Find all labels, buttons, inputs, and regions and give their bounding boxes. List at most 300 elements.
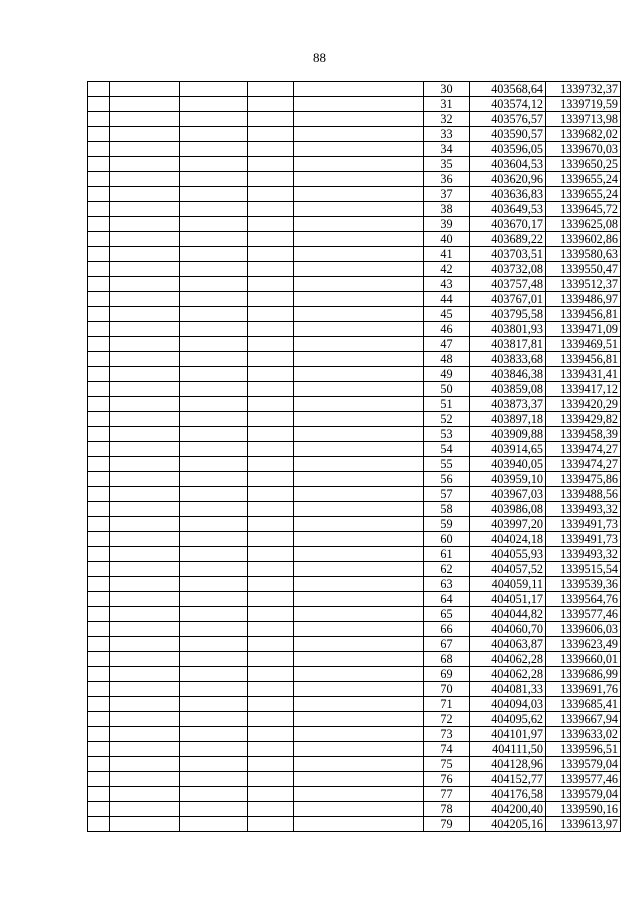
empty-cell	[180, 817, 248, 832]
x-coordinate-cell: 404057,52	[470, 562, 546, 577]
empty-cell	[88, 772, 110, 787]
point-number-cell: 43	[424, 277, 470, 292]
x-coordinate-cell: 404095,62	[470, 712, 546, 727]
x-coordinate-cell: 403576,57	[470, 112, 546, 127]
empty-cell	[248, 247, 294, 262]
empty-cell	[248, 592, 294, 607]
empty-cell	[88, 217, 110, 232]
empty-cell	[248, 202, 294, 217]
empty-cell	[88, 322, 110, 337]
point-number-cell: 30	[424, 82, 470, 97]
empty-cell	[294, 397, 424, 412]
empty-cell	[180, 367, 248, 382]
empty-cell	[110, 247, 180, 262]
empty-cell	[180, 262, 248, 277]
empty-cell	[248, 697, 294, 712]
x-coordinate-cell: 403940,05	[470, 457, 546, 472]
y-coordinate-cell: 1339456,81	[546, 352, 621, 367]
empty-cell	[110, 802, 180, 817]
y-coordinate-cell: 1339493,32	[546, 502, 621, 517]
empty-cell	[110, 697, 180, 712]
y-coordinate-cell: 1339539,36	[546, 577, 621, 592]
y-coordinate-cell: 1339564,76	[546, 592, 621, 607]
empty-cell	[88, 592, 110, 607]
empty-cell	[294, 817, 424, 832]
point-number-cell: 63	[424, 577, 470, 592]
empty-cell	[180, 742, 248, 757]
y-coordinate-cell: 1339469,51	[546, 337, 621, 352]
empty-cell	[180, 172, 248, 187]
empty-cell	[180, 292, 248, 307]
empty-cell	[180, 517, 248, 532]
empty-cell	[110, 562, 180, 577]
y-coordinate-cell: 1339602,86	[546, 232, 621, 247]
empty-cell	[110, 172, 180, 187]
table-row	[88, 667, 621, 682]
x-coordinate-cell: 404128,96	[470, 757, 546, 772]
y-coordinate-cell: 1339625,08	[546, 217, 621, 232]
y-coordinate-cell: 1339456,81	[546, 307, 621, 322]
empty-cell	[180, 757, 248, 772]
empty-cell	[110, 367, 180, 382]
empty-cell	[180, 652, 248, 667]
empty-cell	[180, 322, 248, 337]
x-coordinate-cell: 403897,18	[470, 412, 546, 427]
empty-cell	[180, 682, 248, 697]
x-coordinate-cell: 404081,33	[470, 682, 546, 697]
y-coordinate-cell: 1339577,46	[546, 607, 621, 622]
table-row	[88, 817, 621, 832]
empty-cell	[110, 127, 180, 142]
empty-cell	[294, 292, 424, 307]
y-coordinate-cell: 1339685,41	[546, 697, 621, 712]
table-row	[88, 127, 621, 142]
y-coordinate-cell: 1339488,56	[546, 487, 621, 502]
table-row	[88, 457, 621, 472]
empty-cell	[248, 427, 294, 442]
empty-cell	[180, 232, 248, 247]
empty-cell	[294, 412, 424, 427]
y-coordinate-cell: 1339579,04	[546, 757, 621, 772]
empty-cell	[88, 142, 110, 157]
x-coordinate-cell: 403986,08	[470, 502, 546, 517]
empty-cell	[110, 142, 180, 157]
y-coordinate-cell: 1339420,29	[546, 397, 621, 412]
empty-cell	[88, 502, 110, 517]
empty-cell	[294, 712, 424, 727]
empty-cell	[248, 157, 294, 172]
y-coordinate-cell: 1339655,24	[546, 187, 621, 202]
table-row	[88, 247, 621, 262]
empty-cell	[110, 637, 180, 652]
y-coordinate-cell: 1339580,63	[546, 247, 621, 262]
empty-cell	[248, 172, 294, 187]
point-number-cell: 72	[424, 712, 470, 727]
x-coordinate-cell: 403568,64	[470, 82, 546, 97]
empty-cell	[180, 697, 248, 712]
point-number-cell: 71	[424, 697, 470, 712]
y-coordinate-cell: 1339590,16	[546, 802, 621, 817]
empty-cell	[88, 457, 110, 472]
empty-cell	[110, 787, 180, 802]
empty-cell	[88, 112, 110, 127]
empty-cell	[110, 97, 180, 112]
empty-cell	[180, 382, 248, 397]
empty-cell	[294, 652, 424, 667]
y-coordinate-cell: 1339686,99	[546, 667, 621, 682]
x-coordinate-cell: 403873,37	[470, 397, 546, 412]
empty-cell	[88, 97, 110, 112]
empty-cell	[248, 547, 294, 562]
x-coordinate-cell: 403732,08	[470, 262, 546, 277]
empty-cell	[248, 112, 294, 127]
empty-cell	[110, 217, 180, 232]
empty-cell	[294, 157, 424, 172]
table-row	[88, 517, 621, 532]
empty-cell	[180, 277, 248, 292]
empty-cell	[248, 412, 294, 427]
empty-cell	[180, 547, 248, 562]
empty-cell	[88, 127, 110, 142]
x-coordinate-cell: 403767,01	[470, 292, 546, 307]
empty-cell	[88, 682, 110, 697]
empty-cell	[248, 292, 294, 307]
x-coordinate-cell: 403670,17	[470, 217, 546, 232]
empty-cell	[180, 472, 248, 487]
empty-cell	[248, 682, 294, 697]
table-row	[88, 442, 621, 457]
empty-cell	[110, 487, 180, 502]
point-number-cell: 59	[424, 517, 470, 532]
x-coordinate-cell: 404205,16	[470, 817, 546, 832]
empty-cell	[88, 712, 110, 727]
empty-cell	[88, 622, 110, 637]
point-number-cell: 73	[424, 727, 470, 742]
empty-cell	[180, 577, 248, 592]
empty-cell	[294, 607, 424, 622]
empty-cell	[180, 307, 248, 322]
y-coordinate-cell: 1339512,37	[546, 277, 621, 292]
empty-cell	[294, 637, 424, 652]
table-row	[88, 217, 621, 232]
empty-cell	[294, 547, 424, 562]
y-coordinate-cell: 1339491,73	[546, 517, 621, 532]
empty-cell	[248, 817, 294, 832]
point-number-cell: 36	[424, 172, 470, 187]
table-row	[88, 142, 621, 157]
empty-cell	[248, 757, 294, 772]
x-coordinate-cell: 403997,20	[470, 517, 546, 532]
point-number-cell: 34	[424, 142, 470, 157]
y-coordinate-cell: 1339655,24	[546, 172, 621, 187]
table-row	[88, 532, 621, 547]
x-coordinate-cell: 403757,48	[470, 277, 546, 292]
table-row	[88, 277, 621, 292]
empty-cell	[110, 397, 180, 412]
empty-cell	[248, 322, 294, 337]
empty-cell	[248, 772, 294, 787]
empty-cell	[248, 307, 294, 322]
x-coordinate-cell: 403689,22	[470, 232, 546, 247]
table-row	[88, 502, 621, 517]
empty-cell	[88, 487, 110, 502]
empty-cell	[180, 592, 248, 607]
y-coordinate-cell: 1339515,54	[546, 562, 621, 577]
empty-cell	[180, 112, 248, 127]
y-coordinate-cell: 1339596,51	[546, 742, 621, 757]
point-number-cell: 55	[424, 457, 470, 472]
y-coordinate-cell: 1339471,09	[546, 322, 621, 337]
empty-cell	[294, 427, 424, 442]
empty-cell	[88, 382, 110, 397]
y-coordinate-cell: 1339474,27	[546, 457, 621, 472]
empty-cell	[88, 247, 110, 262]
empty-cell	[294, 667, 424, 682]
empty-cell	[294, 757, 424, 772]
empty-cell	[294, 727, 424, 742]
empty-cell	[110, 187, 180, 202]
empty-cell	[110, 307, 180, 322]
point-number-cell: 39	[424, 217, 470, 232]
empty-cell	[294, 367, 424, 382]
empty-cell	[88, 817, 110, 832]
table-row	[88, 592, 621, 607]
empty-cell	[294, 322, 424, 337]
y-coordinate-cell: 1339667,94	[546, 712, 621, 727]
table-row	[88, 487, 621, 502]
empty-cell	[180, 502, 248, 517]
point-number-cell: 49	[424, 367, 470, 382]
y-coordinate-cell: 1339623,49	[546, 637, 621, 652]
y-coordinate-cell: 1339682,02	[546, 127, 621, 142]
empty-cell	[248, 217, 294, 232]
table-row	[88, 352, 621, 367]
empty-cell	[248, 277, 294, 292]
y-coordinate-cell: 1339691,76	[546, 682, 621, 697]
x-coordinate-cell: 404200,40	[470, 802, 546, 817]
empty-cell	[88, 577, 110, 592]
x-coordinate-cell: 403817,81	[470, 337, 546, 352]
y-coordinate-cell: 1339431,41	[546, 367, 621, 382]
x-coordinate-cell: 403795,58	[470, 307, 546, 322]
x-coordinate-cell: 404152,77	[470, 772, 546, 787]
empty-cell	[180, 247, 248, 262]
empty-cell	[248, 502, 294, 517]
point-number-cell: 38	[424, 202, 470, 217]
empty-cell	[180, 637, 248, 652]
table-row	[88, 322, 621, 337]
point-number-cell: 50	[424, 382, 470, 397]
x-coordinate-cell: 403909,88	[470, 427, 546, 442]
empty-cell	[294, 742, 424, 757]
empty-cell	[110, 157, 180, 172]
empty-cell	[88, 787, 110, 802]
empty-cell	[248, 517, 294, 532]
empty-cell	[294, 172, 424, 187]
empty-cell	[110, 382, 180, 397]
y-coordinate-cell: 1339550,47	[546, 262, 621, 277]
empty-cell	[88, 562, 110, 577]
empty-cell	[248, 187, 294, 202]
empty-cell	[294, 217, 424, 232]
empty-cell	[294, 502, 424, 517]
point-number-cell: 37	[424, 187, 470, 202]
empty-cell	[294, 382, 424, 397]
y-coordinate-cell: 1339633,02	[546, 727, 621, 742]
empty-cell	[248, 262, 294, 277]
empty-cell	[110, 727, 180, 742]
coordinates-table-body	[88, 82, 621, 832]
empty-cell	[294, 307, 424, 322]
y-coordinate-cell: 1339577,46	[546, 772, 621, 787]
empty-cell	[110, 262, 180, 277]
empty-cell	[294, 442, 424, 457]
empty-cell	[110, 112, 180, 127]
point-number-cell: 45	[424, 307, 470, 322]
y-coordinate-cell: 1339475,86	[546, 472, 621, 487]
empty-cell	[88, 757, 110, 772]
empty-cell	[248, 82, 294, 97]
empty-cell	[294, 487, 424, 502]
table-row	[88, 547, 621, 562]
empty-cell	[248, 577, 294, 592]
y-coordinate-cell: 1339613,97	[546, 817, 621, 832]
empty-cell	[180, 217, 248, 232]
table-row	[88, 307, 621, 322]
empty-cell	[294, 142, 424, 157]
point-number-cell: 62	[424, 562, 470, 577]
empty-cell	[248, 232, 294, 247]
empty-cell	[88, 292, 110, 307]
table-row	[88, 682, 621, 697]
empty-cell	[88, 307, 110, 322]
empty-cell	[180, 712, 248, 727]
table-row	[88, 427, 621, 442]
table-row	[88, 742, 621, 757]
y-coordinate-cell: 1339732,37	[546, 82, 621, 97]
empty-cell	[180, 457, 248, 472]
empty-cell	[294, 577, 424, 592]
empty-cell	[88, 697, 110, 712]
y-coordinate-cell: 1339458,39	[546, 427, 621, 442]
x-coordinate-cell: 404059,11	[470, 577, 546, 592]
table-row	[88, 112, 621, 127]
empty-cell	[110, 472, 180, 487]
empty-cell	[294, 82, 424, 97]
empty-cell	[294, 592, 424, 607]
empty-cell	[248, 742, 294, 757]
empty-cell	[248, 127, 294, 142]
table-row	[88, 412, 621, 427]
x-coordinate-cell: 403574,12	[470, 97, 546, 112]
empty-cell	[88, 472, 110, 487]
x-coordinate-cell: 404063,87	[470, 637, 546, 652]
point-number-cell: 69	[424, 667, 470, 682]
table-row	[88, 337, 621, 352]
empty-cell	[248, 667, 294, 682]
table-row	[88, 727, 621, 742]
x-coordinate-cell: 403846,38	[470, 367, 546, 382]
empty-cell	[110, 322, 180, 337]
empty-cell	[110, 652, 180, 667]
empty-cell	[294, 772, 424, 787]
point-number-cell: 67	[424, 637, 470, 652]
empty-cell	[88, 742, 110, 757]
empty-cell	[180, 352, 248, 367]
empty-cell	[294, 247, 424, 262]
empty-cell	[88, 667, 110, 682]
empty-cell	[110, 772, 180, 787]
point-number-cell: 66	[424, 622, 470, 637]
empty-cell	[110, 277, 180, 292]
x-coordinate-cell: 404094,03	[470, 697, 546, 712]
empty-cell	[110, 592, 180, 607]
empty-cell	[180, 622, 248, 637]
empty-cell	[88, 397, 110, 412]
empty-cell	[294, 127, 424, 142]
x-coordinate-cell: 404055,93	[470, 547, 546, 562]
y-coordinate-cell: 1339579,04	[546, 787, 621, 802]
table-row	[88, 472, 621, 487]
x-coordinate-cell: 403620,96	[470, 172, 546, 187]
empty-cell	[294, 337, 424, 352]
empty-cell	[180, 187, 248, 202]
x-coordinate-cell: 404101,97	[470, 727, 546, 742]
point-number-cell: 48	[424, 352, 470, 367]
empty-cell	[88, 427, 110, 442]
empty-cell	[88, 517, 110, 532]
empty-cell	[180, 127, 248, 142]
table-row	[88, 97, 621, 112]
y-coordinate-cell: 1339713,98	[546, 112, 621, 127]
empty-cell	[88, 412, 110, 427]
y-coordinate-cell: 1339660,01	[546, 652, 621, 667]
empty-cell	[180, 337, 248, 352]
table-row	[88, 262, 621, 277]
table-row	[88, 577, 621, 592]
x-coordinate-cell: 403914,65	[470, 442, 546, 457]
empty-cell	[294, 277, 424, 292]
table-row	[88, 202, 621, 217]
point-number-cell: 58	[424, 502, 470, 517]
empty-cell	[248, 457, 294, 472]
point-number-cell: 60	[424, 532, 470, 547]
point-number-cell: 35	[424, 157, 470, 172]
table-row	[88, 607, 621, 622]
empty-cell	[294, 457, 424, 472]
empty-cell	[180, 727, 248, 742]
empty-cell	[180, 157, 248, 172]
table-row	[88, 652, 621, 667]
empty-cell	[294, 697, 424, 712]
table-row	[88, 712, 621, 727]
empty-cell	[110, 202, 180, 217]
empty-cell	[110, 712, 180, 727]
x-coordinate-cell: 403859,08	[470, 382, 546, 397]
empty-cell	[110, 667, 180, 682]
empty-cell	[294, 97, 424, 112]
empty-cell	[180, 442, 248, 457]
empty-cell	[110, 817, 180, 832]
empty-cell	[88, 637, 110, 652]
empty-cell	[248, 652, 294, 667]
empty-cell	[88, 337, 110, 352]
x-coordinate-cell: 404044,82	[470, 607, 546, 622]
coordinates-table	[87, 81, 621, 832]
y-coordinate-cell: 1339429,82	[546, 412, 621, 427]
table-row	[88, 562, 621, 577]
empty-cell	[180, 412, 248, 427]
